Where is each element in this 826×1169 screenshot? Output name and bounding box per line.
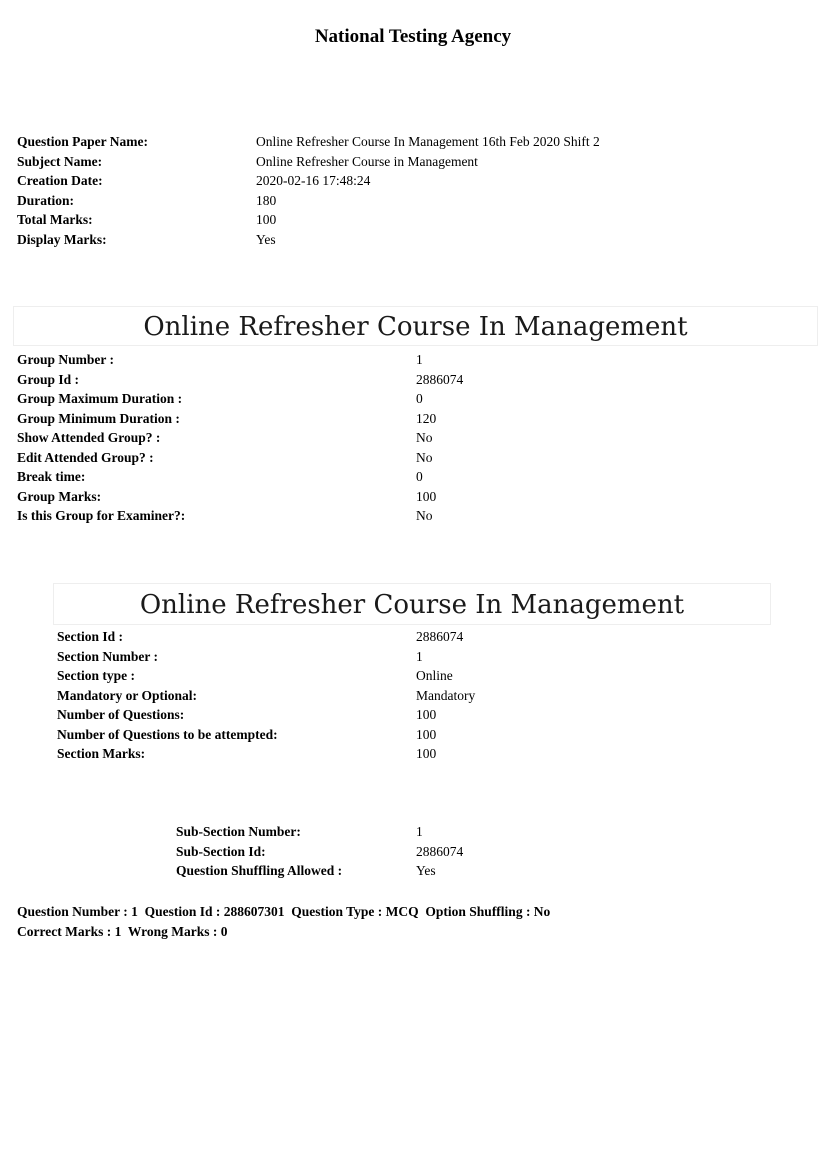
edit-attended-group-row xyxy=(17,448,797,468)
subject-name-label: Subject Name: xyxy=(17,153,103,169)
paper-name-label: Question Paper Name: xyxy=(17,134,148,149)
group-number-label: Group Number : xyxy=(17,352,115,367)
subsection-id-label: Sub-Section Id: xyxy=(176,843,266,859)
group-number-value: 1 xyxy=(416,352,423,367)
subsection-info-table xyxy=(176,822,796,881)
display-marks-value: Yes xyxy=(256,231,276,247)
number-of-questions-value: 100 xyxy=(416,707,437,722)
paper-name-row xyxy=(17,132,797,152)
group-min-duration-row xyxy=(17,409,797,429)
section-number-row xyxy=(57,647,797,667)
group-for-examiner-value: No xyxy=(416,508,433,523)
questions-to-attempt-value: 100 xyxy=(416,726,437,742)
mandatory-optional-row xyxy=(57,686,797,706)
group-id-label: Group Id : xyxy=(17,371,80,387)
subsection-id-row xyxy=(176,842,796,862)
mandatory-optional-label: Mandatory or Optional: xyxy=(57,687,198,703)
duration-label: Duration: xyxy=(17,192,74,208)
group-min-duration-label: Group Minimum Duration : xyxy=(17,410,180,426)
number-of-questions-row xyxy=(57,705,797,725)
group-id-row xyxy=(17,370,797,390)
section-marks-row xyxy=(57,744,797,764)
creation-date-value: 2020-02-16 17:48:24 xyxy=(256,173,371,188)
question-shuffling-label: Question Shuffling Allowed : xyxy=(176,863,343,878)
show-attended-group-value: No xyxy=(416,430,433,445)
display-marks-row xyxy=(17,230,797,250)
group-number-row xyxy=(17,350,797,370)
group-min-duration-value: 120 xyxy=(416,410,437,426)
break-time-value: 0 xyxy=(416,469,423,484)
group-marks-row xyxy=(17,487,797,507)
group-info-table xyxy=(17,350,797,526)
creation-date-row xyxy=(17,171,797,191)
break-time-label: Break time: xyxy=(17,469,86,484)
section-number-value: 1 xyxy=(416,648,423,664)
section-id-label: Section Id : xyxy=(57,629,124,644)
show-attended-group-label: Show Attended Group? : xyxy=(17,430,161,445)
group-max-duration-row xyxy=(17,389,797,409)
section-type-value: Online xyxy=(416,668,453,683)
section-id-row xyxy=(57,627,797,647)
section-number-label: Section Number : xyxy=(57,648,158,664)
show-attended-group-row xyxy=(17,428,797,448)
section-type-label: Section type : xyxy=(57,668,135,683)
subject-name-value: Online Refresher Course in Management xyxy=(256,153,478,169)
group-for-examiner-row xyxy=(17,506,797,526)
number-of-questions-label: Number of Questions: xyxy=(57,707,185,722)
subsection-number-value: 1 xyxy=(416,824,423,839)
duration-value: 180 xyxy=(256,192,277,208)
paper-info-table xyxy=(17,132,797,249)
duration-row xyxy=(17,191,797,211)
section-marks-label: Section Marks: xyxy=(57,746,146,761)
section-type-row xyxy=(57,666,797,686)
questions-to-attempt-label: Number of Questions to be attempted: xyxy=(57,726,278,742)
question-shuffling-row xyxy=(176,861,796,881)
break-time-row xyxy=(17,467,797,487)
group-max-duration-value: 0 xyxy=(416,391,423,406)
question-shuffling-value: Yes xyxy=(416,863,436,878)
total-marks-row xyxy=(17,210,797,230)
group-id-value: 2886074 xyxy=(416,371,464,387)
subsection-number-row xyxy=(176,822,796,842)
question-marks-line: Correct Marks : 1 Wrong Marks : 0 xyxy=(17,924,228,939)
questions-to-attempt-row xyxy=(57,725,797,745)
section-info-table xyxy=(57,627,797,764)
agency-title: National Testing Agency xyxy=(314,26,512,47)
section-id-value: 2886074 xyxy=(416,629,464,644)
total-marks-value: 100 xyxy=(256,212,277,227)
section-title-banner: Online Refresher Course In Management xyxy=(53,583,771,625)
paper-name-value: Online Refresher Course In Management 16th Feb 2020 Shift 2 xyxy=(256,134,600,149)
section-marks-value: 100 xyxy=(416,746,437,761)
group-marks-value: 100 xyxy=(416,488,437,504)
group-for-examiner-label: Is this Group for Examiner?: xyxy=(17,508,186,523)
subsection-id-value: 2886074 xyxy=(416,843,464,859)
edit-attended-group-value: No xyxy=(416,449,433,465)
group-marks-label: Group Marks: xyxy=(17,488,102,504)
subject-name-row xyxy=(17,152,797,172)
total-marks-label: Total Marks: xyxy=(17,212,93,227)
group-max-duration-label: Group Maximum Duration : xyxy=(17,391,183,406)
question-meta-line: Question Number : 1 Question Id : 288607301 Question Type : MCQ Option Shuffling : No xyxy=(17,904,551,919)
mandatory-optional-value: Mandatory xyxy=(416,687,476,703)
display-marks-label: Display Marks: xyxy=(17,231,107,247)
group-title-banner: Online Refresher Course In Management xyxy=(13,306,818,346)
creation-date-label: Creation Date: xyxy=(17,173,103,188)
subsection-number-label: Sub-Section Number: xyxy=(176,824,301,839)
edit-attended-group-label: Edit Attended Group? : xyxy=(17,449,154,465)
